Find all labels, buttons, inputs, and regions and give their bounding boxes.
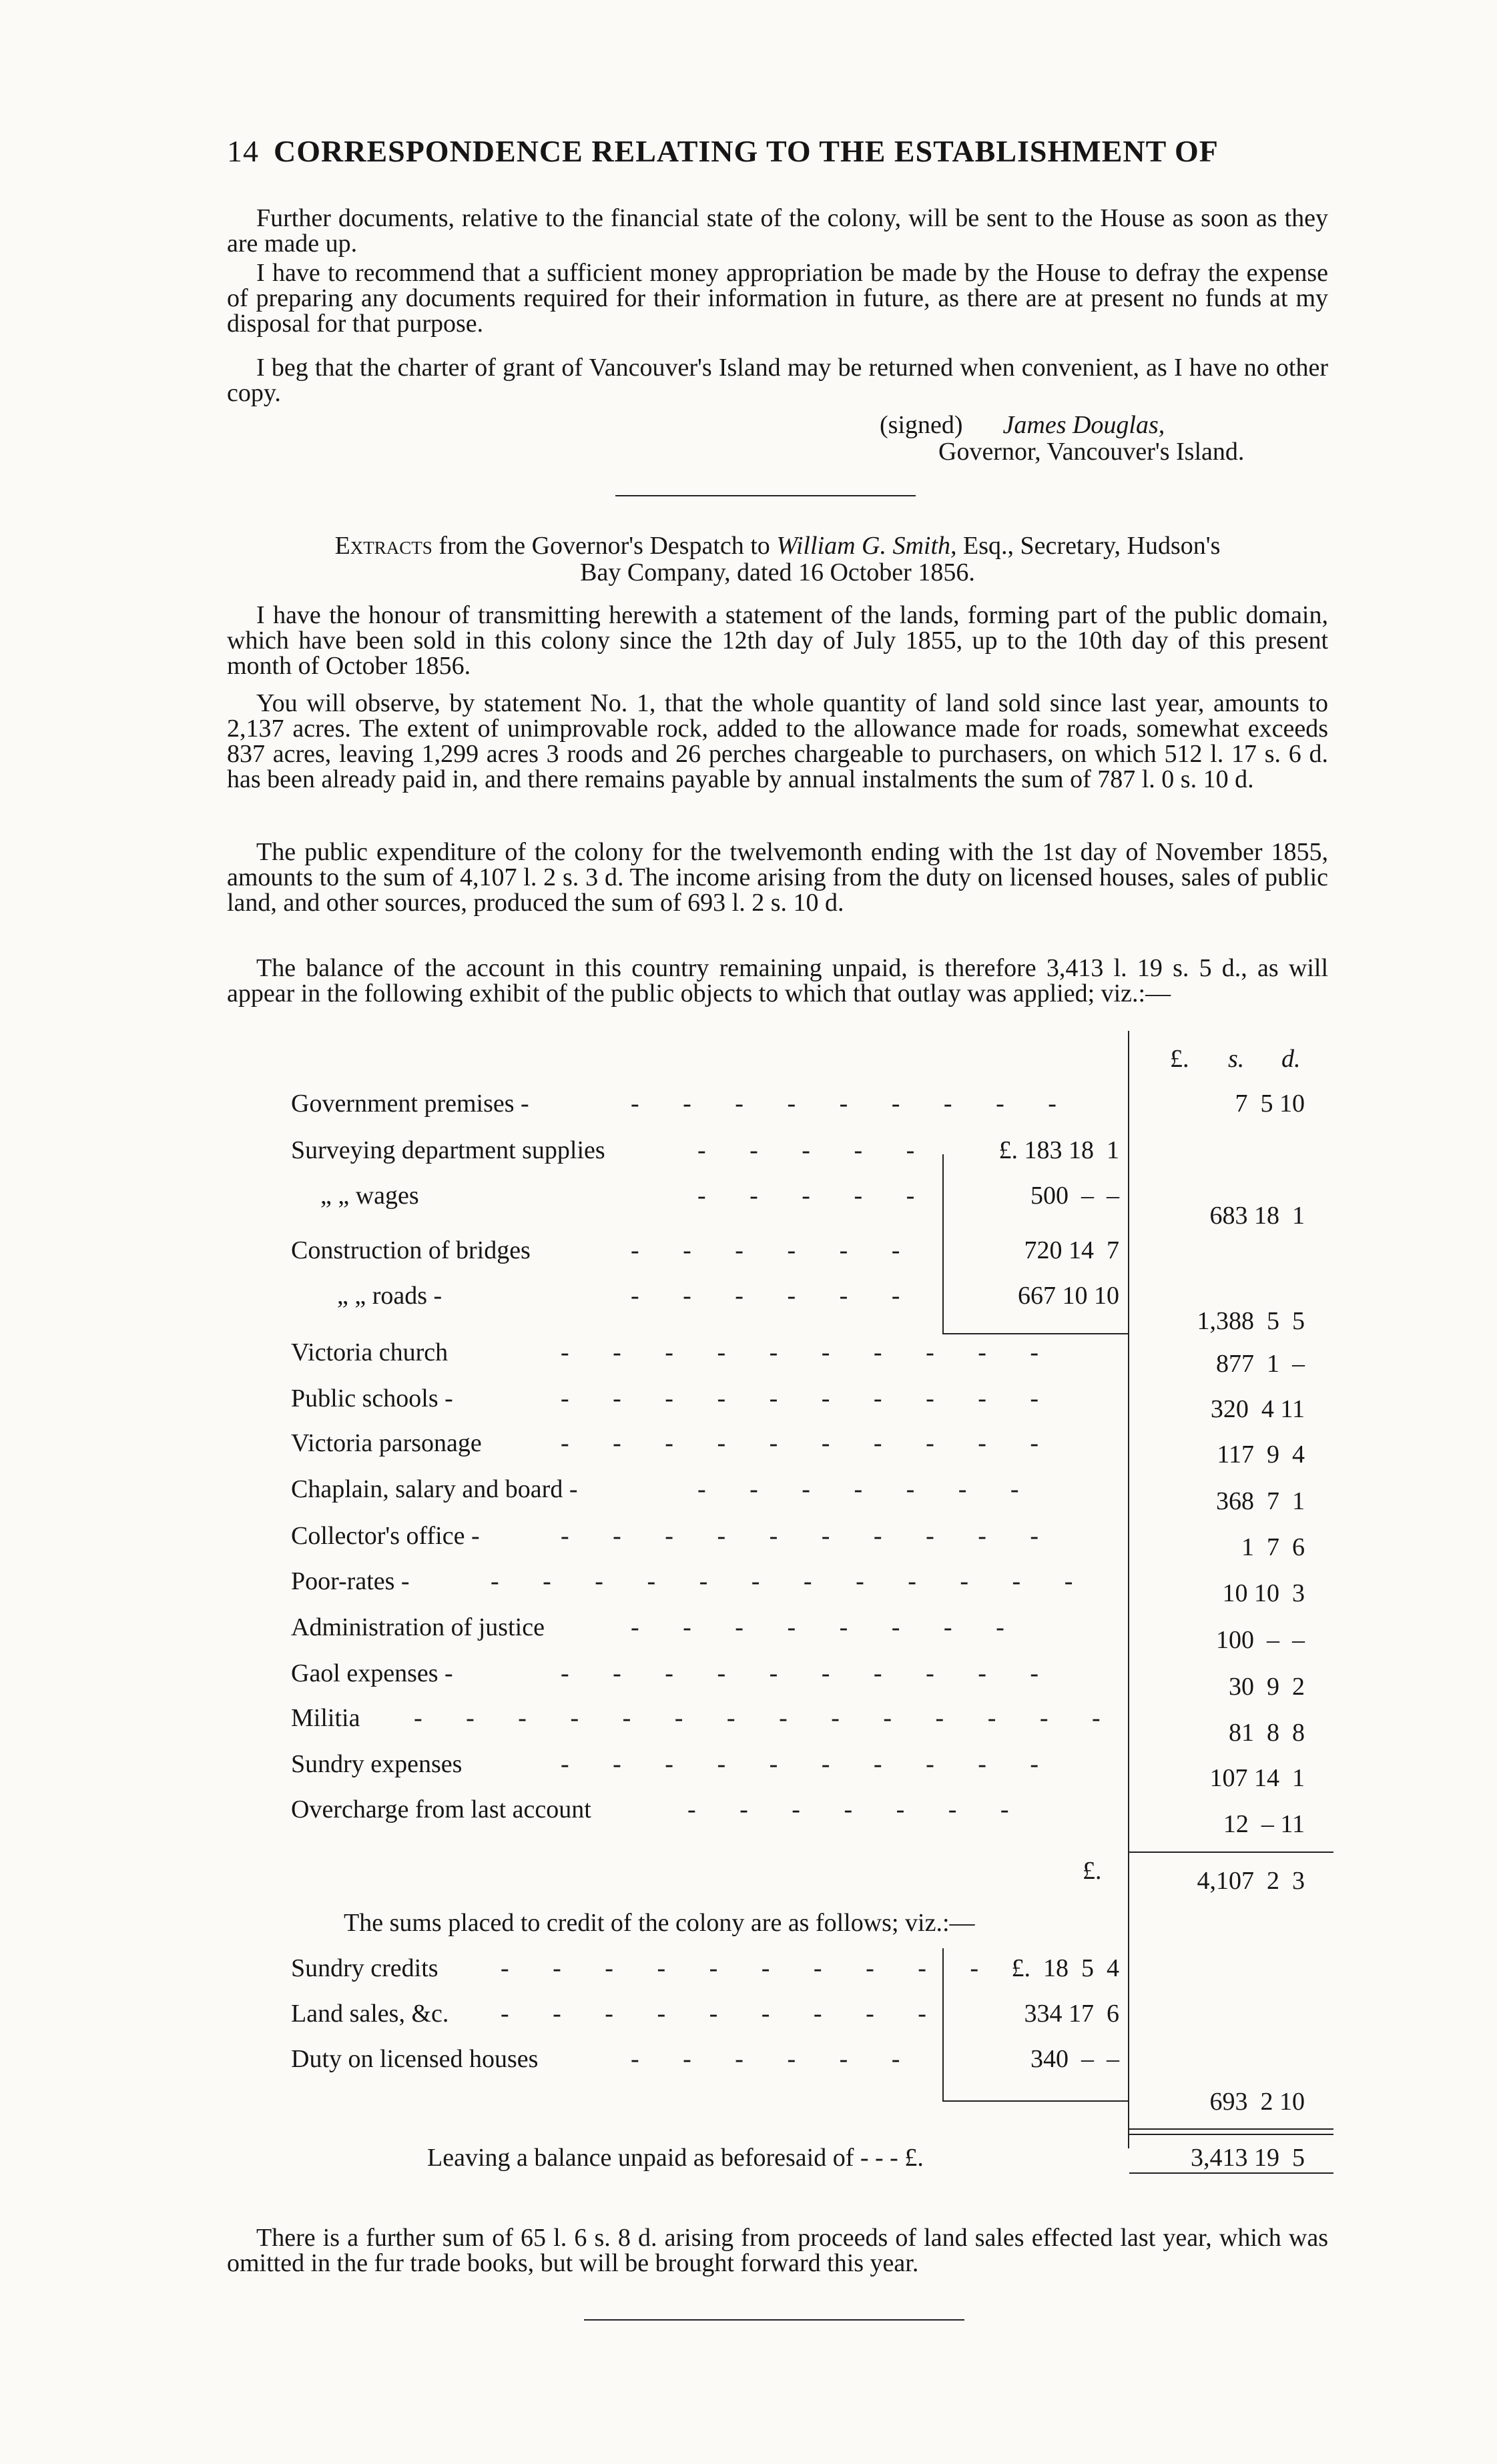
amount-outer: 683 18 1 [1209,1202,1305,1230]
bottom-divider [584,2319,964,2321]
letter-paragraph: I have to recommend that a sufficient money appropriation be made by the House to defray the expense of preparing any documents required for their information in future, as there are at present no funds at my disposal for that purpose. [227,259,1328,338]
total-amount: 4,107 2 3 [1197,1867,1305,1895]
leader-dashes: - - - - - - - - - - [561,1659,1058,1687]
amount-outer: 320 4 11 [1210,1395,1305,1423]
extract-lead: Extracts [334,532,432,560]
leader-dashes: - - - - - - - - - - [561,1522,1058,1550]
credits-rule [942,2100,1129,2102]
balance-rule-top2 [1129,2134,1333,2135]
amount-inner: £. 183 18 1 [998,1136,1119,1164]
leader-dashes: - - - - - - - - - - [501,1954,998,1982]
leader-dashes: - - - - - [697,1136,934,1164]
amount-outer: 81 8 8 [1229,1719,1305,1747]
table-column-rule [1128,1031,1129,2148]
total-rule [1129,1852,1333,1853]
amount-inner: 667 10 10 [1018,1282,1119,1310]
closing-paragraph: There is a further sum of 65 l. 6 s. 8 d. arising from proceeds of land sales effected last year, which was omitted in the fur trade books, but will be brought forward this year. [227,2224,1328,2277]
leader-dashes: - - - - - [697,1182,934,1210]
account-row-label: Sundry expenses [291,1750,463,1778]
col-header-pence: d. [1281,1045,1301,1073]
leader-dashes: - - - - - - - - - - [561,1338,1058,1366]
credits-total: 693 2 10 [1209,2088,1305,2116]
balance-amount: 3,413 19 5 [1191,2144,1305,2172]
letter-paragraph: I beg that the charter of grant of Vancouver's Island may be returned when convenient, as I have no other copy. [227,354,1328,407]
account-row-label: Poor-rates - [291,1567,410,1595]
amount-outer: 107 14 1 [1209,1764,1305,1792]
account-row-label: Public schools - [291,1384,453,1412]
credit-label: Sundry credits [291,1954,438,1982]
leader-dashes: - - - - - - - [687,1795,1028,1823]
subtotal-rule [942,1333,1129,1334]
extract-paragraph: I have the honour of transmitting herewith a statement of the lands, forming part of the public domain, which have been sold in this colony since the 12th day of July 1855, up to the 10th day of this present month of October 1856. [227,601,1328,680]
amount-outer: 877 1 – [1216,1350,1305,1378]
account-row-label: Administration of justice [291,1613,545,1641]
account-row-label: Government premises - [291,1090,529,1118]
extract-heading [227,532,1328,586]
signer-title: Governor, Vancouver's Island. [938,438,1245,466]
signed-mark: (signed) [880,411,963,439]
leader-dashes: - - - - - - - - - [631,1090,1075,1118]
col-header-pounds: £. [1170,1045,1189,1073]
account-row-label: „ „ roads - [337,1282,442,1310]
credit-label: Land sales, &c. [291,2000,449,2028]
addressee: William G. Smith, [776,532,957,560]
extract-paragraph: The balance of the account in this country remaining unpaid, is therefore 3,413 l. 19 s. 5 d., as will appear in the following exhibit of the public objects to which that outlay was applied; viz.:— [227,954,1328,1007]
page-title: CORRESPONDENCE RELATING TO THE ESTABLISHMENT OF [274,134,1219,168]
credits-intro: The sums placed to credit of the colony are as follows; viz.:— [344,1909,975,1937]
amount-outer: 1 7 6 [1241,1533,1305,1561]
amount-outer: 12 – 11 [1223,1810,1305,1838]
leader-dashes: - - - - - - [631,1282,919,1310]
credit-amount: £. 18 5 4 [1011,1954,1119,1982]
leader-dashes: - - - - - - - - - - [561,1750,1058,1778]
extract-date-line: Bay Company, dated 16 October 1856. [580,558,975,586]
total-currency: £. [1083,1857,1102,1885]
amount-outer: 117 9 4 [1217,1441,1305,1469]
account-row-label: Surveying department supplies [291,1136,605,1164]
credit-amount: 334 17 6 [1024,2000,1119,2028]
leader-dashes: - - - - - - - - - - [561,1384,1058,1412]
extract-heading-rest: Esq., Secretary, Hudson's [956,532,1221,560]
amount-outer: 100 – – [1216,1626,1305,1654]
signer-name: James Douglas, [1002,411,1165,439]
leader-dashes: - - - - - - [631,2045,919,2073]
credit-label: Duty on licensed houses [291,2045,539,2073]
extract-heading-text: from the Governor's Despatch to [432,532,777,560]
extract-paragraph: The public expenditure of the colony for the twelvemonth ending with the 1st day of November 1855, amounts to the sum of 4,107 l. 2 s. 3 d. The income arising from the duty on licensed houses, sales of public land, and other sources, produced the sum of 693 l. 2 s. 10 d. [227,838,1328,917]
amount-inner: 500 – – [1030,1182,1119,1210]
credit-amount: 340 – – [1030,2045,1119,2073]
account-row-label: Militia [291,1704,360,1732]
account-row-label: Overcharge from last account [291,1795,591,1823]
account-row-label: Victoria church [291,1338,448,1366]
leader-dashes: - - - - - - - - - [501,2000,945,2028]
col-header-shillings: s. [1228,1045,1245,1073]
account-row-label: Collector's office - [291,1522,480,1550]
leader-dashes: - - - - - - - - - - [561,1429,1058,1457]
letter-paragraph: Further documents, relative to the financial state of the colony, will be sent to the House as soon as they are made up. [227,204,1328,258]
balance-rule-bottom [1129,2172,1333,2174]
amount-outer: 7 5 10 [1235,1090,1305,1118]
account-row-label: „ „ wages [320,1182,419,1210]
leader-dashes: - - - - - - - - - - - - - - [414,1704,1119,1732]
account-row-label: Victoria parsonage [291,1429,482,1457]
page-header [227,133,1219,169]
amount-outer: 30 9 2 [1229,1673,1305,1701]
leader-dashes: - - - - - - - - - - - - [491,1567,1092,1595]
leader-dashes: - - - - - - - - [631,1613,1023,1641]
account-row-label: Gaol expenses - [291,1659,453,1687]
signature-line [880,410,1165,440]
account-row-label: Chaplain, salary and board - [291,1475,578,1503]
extract-paragraph: You will observe, by statement No. 1, that the whole quantity of land sold since last year, amounts to 2,137 acres. The extent of unimprovable rock, added to the allowance made for roads, somewhat exceeds 837 acres, leaving 1,299 acres 3 roods and 26 perches chargeable to purchasers, on which 512 l. 17 s. 6 d. has been already paid in, and there remains payable by annual instalments the sum of 787 l. 0 s. 10 d. [227,689,1328,793]
amount-inner: 720 14 7 [1024,1236,1119,1264]
page-number: 14 [227,134,259,168]
amount-outer: 10 10 3 [1222,1579,1305,1607]
amount-outer: 368 7 1 [1216,1487,1305,1515]
account-row-label: Construction of bridges [291,1236,531,1264]
balance-rule-top [1129,2128,1333,2130]
balance-label: Leaving a balance unpaid as beforesaid of - - - £. [427,2144,924,2172]
divider [615,495,916,496]
leader-dashes: - - - - - - [631,1236,919,1264]
amount-outer: 1,388 5 5 [1197,1307,1305,1335]
leader-dashes: - - - - - - - [697,1475,1038,1503]
